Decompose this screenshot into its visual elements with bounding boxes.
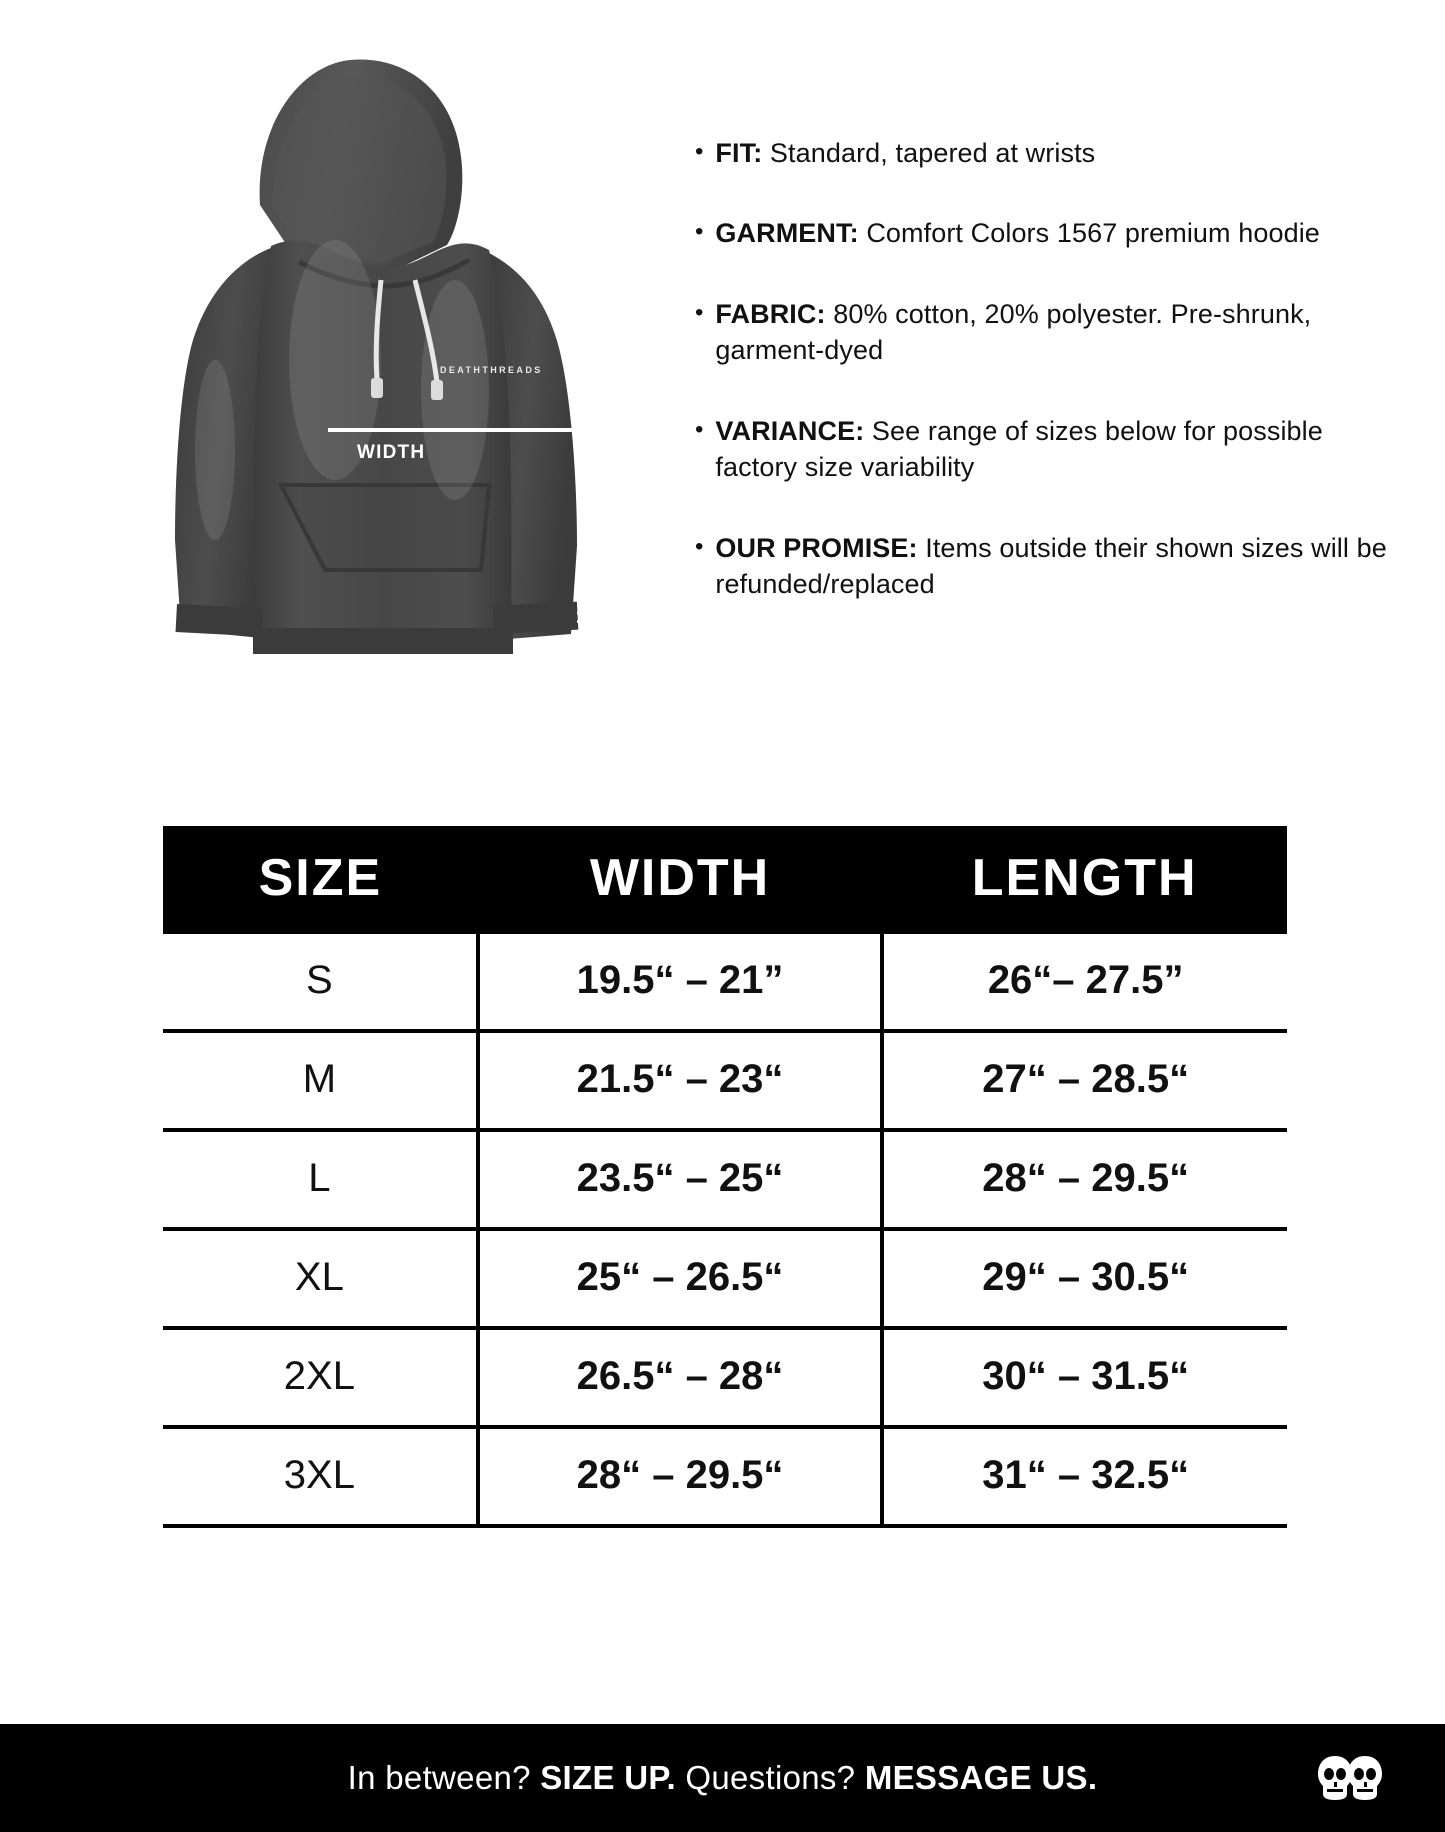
size-table-body [163, 934, 1287, 1526]
width-guide-line [328, 428, 602, 432]
table-row [163, 1130, 1287, 1229]
size-table-wrapper [163, 826, 1287, 1528]
spec-item-label: VARIANCE: [715, 415, 865, 446]
table-row [163, 934, 1287, 1031]
cell-width: 28“ – 29.5“ [478, 1427, 883, 1526]
spec-item-value: Standard, tapered at wrists [769, 138, 1096, 168]
cell-length: 27“ – 28.5“ [882, 1031, 1287, 1130]
spec-item-text [715, 215, 1395, 251]
spec-item-garment [695, 215, 1395, 251]
spec-item-label: OUR PROMISE: [715, 532, 918, 563]
cell-length: 26“– 27.5” [882, 934, 1287, 1031]
cell-length: 31“ – 32.5“ [882, 1427, 1287, 1526]
spec-item-text [715, 530, 1395, 603]
table-row [163, 1031, 1287, 1130]
top-section [0, 0, 1445, 790]
cell-width: 26.5“ – 28“ [478, 1328, 883, 1427]
hoodie-illustration [85, 30, 615, 670]
spec-list [695, 135, 1395, 647]
cell-width: 25“ – 26.5“ [478, 1229, 883, 1328]
cell-size: L [163, 1130, 478, 1229]
table-header-row [163, 826, 1287, 934]
header-width: WIDTH [478, 826, 883, 934]
table-row [163, 1328, 1287, 1427]
footer-part-2: SIZE UP. [540, 1759, 676, 1796]
spec-item-value: See range of sizes below for possible factory size variability [715, 415, 1323, 483]
table-row [163, 1427, 1287, 1526]
bullet-dot-icon: • [695, 138, 704, 165]
cell-size: XL [163, 1229, 478, 1328]
spec-item-fabric [695, 296, 1395, 369]
chest-brandmark: DEATHTHREADS [440, 365, 543, 375]
footer-bar [0, 1724, 1445, 1832]
length-guide-line [596, 245, 600, 780]
footer-part-4: MESSAGE US. [864, 1759, 1098, 1796]
footer-part-3: Questions? [675, 1759, 865, 1796]
cell-size: 3XL [163, 1427, 478, 1526]
spec-item-text [715, 296, 1395, 369]
cell-size: 2XL [163, 1328, 478, 1427]
spec-item-text [715, 135, 1395, 171]
cell-width: 23.5“ – 25“ [478, 1130, 883, 1229]
spec-item-value: Comfort Colors 1567 premium hoodie [866, 218, 1320, 249]
cell-length: 30“ – 31.5“ [882, 1328, 1287, 1427]
cell-size: M [163, 1031, 478, 1130]
spec-item-label: GARMENT: [715, 218, 859, 249]
spec-item-text [715, 413, 1395, 486]
spec-item-variance [695, 413, 1395, 486]
width-guide-label: WIDTH [357, 442, 426, 463]
spec-item-label: FABRIC: [715, 298, 826, 329]
bullet-dot-icon: • [695, 415, 704, 443]
cell-width: 21.5“ – 23“ [478, 1031, 883, 1130]
size-table [163, 826, 1287, 1528]
hoodie-graphic [85, 30, 615, 670]
length-guide-label: LENGTH [572, 540, 593, 626]
spec-item-promise [695, 530, 1395, 603]
bullet-dot-icon: • [695, 218, 704, 246]
bullet-dot-icon: • [695, 532, 704, 560]
spec-item-value: 80% cotton, 20% polyester. Pre-shrunk, garment-dyed [715, 298, 1312, 366]
header-length: LENGTH [882, 826, 1287, 934]
cell-width: 19.5“ – 21” [478, 934, 883, 1031]
cell-length: 28“ – 29.5“ [882, 1130, 1287, 1229]
cell-size: S [163, 934, 478, 1031]
header-size: SIZE [163, 826, 478, 934]
bullet-dot-icon: • [695, 298, 704, 326]
twin-skulls-icon [1315, 1748, 1385, 1808]
footer-part-1: In between? [347, 1759, 541, 1796]
spec-item-value: Items outside their shown sizes will be refunded/replaced [715, 532, 1387, 600]
spec-item-fit [695, 135, 1395, 171]
table-row [163, 1229, 1287, 1328]
size-table-head [163, 826, 1287, 934]
spec-item-label: FIT: [715, 138, 763, 168]
cell-length: 29“ – 30.5“ [882, 1229, 1287, 1328]
footer-message [348, 1759, 1098, 1797]
